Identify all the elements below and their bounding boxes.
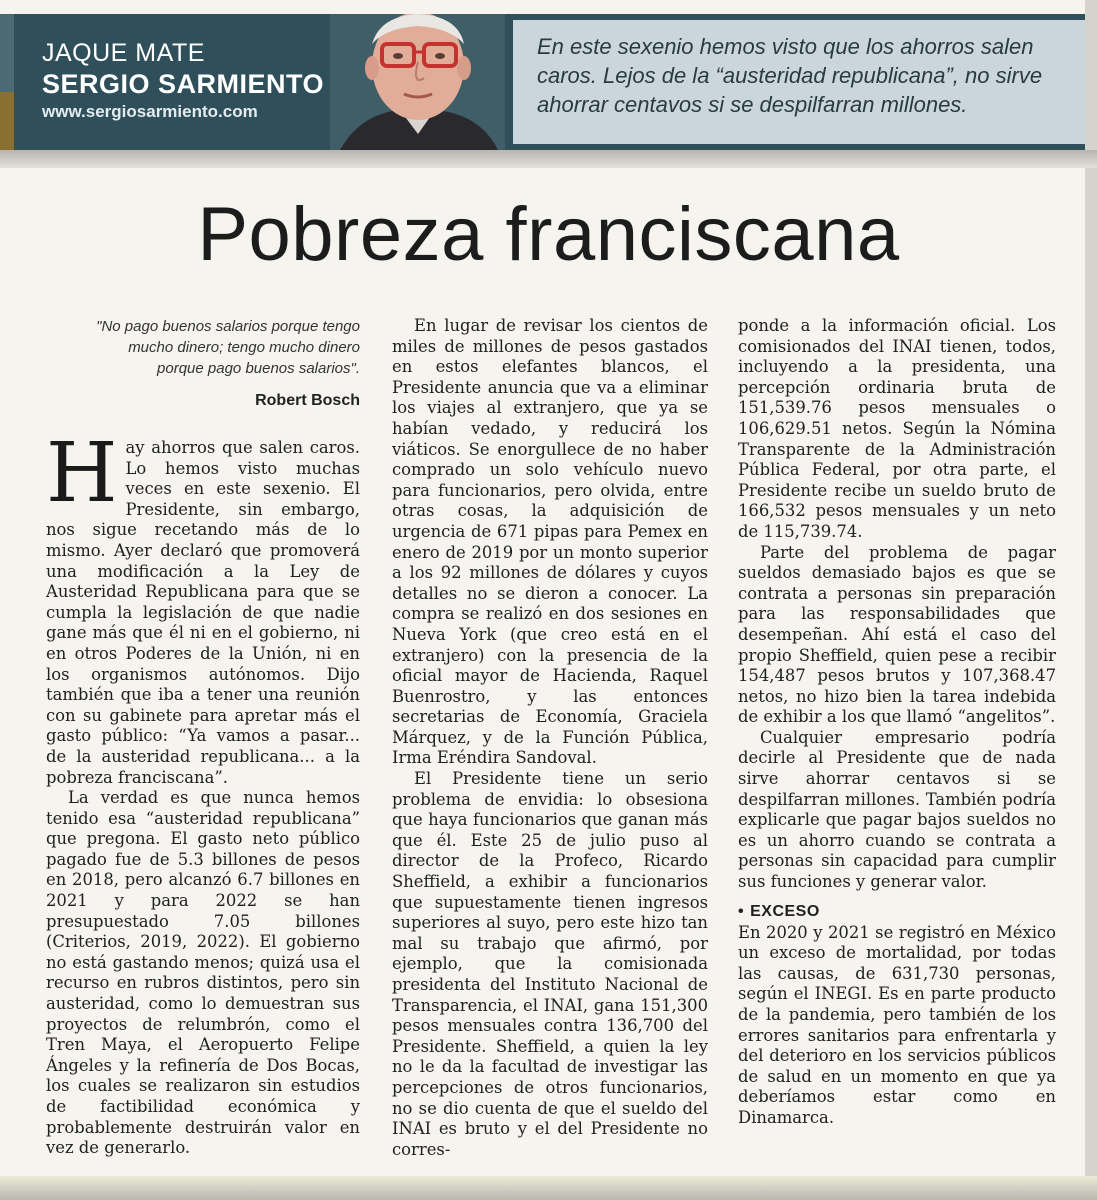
article-column-3 [738, 316, 1056, 1129]
column-header [0, 14, 1085, 150]
page-edge [1085, 0, 1097, 1200]
paragraph: ponde a la información oficial. Los comisionados del INAI tienen, todos, incluyendo a la presidenta, una percepción ordinaria bruta de 151,539.76 pesos mensuales o 106,629.51 netos. Según la Nómina Transparente de la Administración Pública Federal, por otra parte, el Presidente recibe un sueldo bruto de 166,532 pesos mensuales y un neto de 115,739.74. [738, 316, 1056, 541]
paragraph [46, 426, 360, 788]
paragraph: Cualquier empresario podría decirle al Presidente que de nada sirve ahorrar centavos si se despilfarran millones. También podría explicarle que pagar bajos sueldos no es un ahorro cuando se contrata a personas sin capacidad para cumplir sus funciones y generar valor. [738, 727, 1056, 892]
page-bottom-edge [0, 1176, 1097, 1200]
article-column-2 [392, 316, 708, 1160]
section-name: JAQUE MATE [42, 39, 205, 67]
paragraph: La verdad es que nunca hemos tenido esa “austeridad republicana” que pregona. El gasto neto público pagado fue de 5.3 billones de pesos en 2018, pero alcanzó 6.7 billones en 2021 y para 2022 se han presupuestado 7.05 billones (Criterios, 2019, 2022). El gobierno no está gastando menos; quizá usa el recurso en rubros distintos, pero sin austeridad, como lo demuestran sus proyectos de relumbrón, como el Tren Maya, el Aeropuerto Felipe Ángeles y la refinería de Dos Bocas, los cuales se realizaron sin estudios de factibilidad económica y probablemente destruirán valor en vez de generarlo. [46, 788, 360, 1158]
author-url: www.sergiosarmiento.com [42, 102, 258, 121]
article-column-1 [46, 426, 360, 1159]
header-accent-strip [0, 14, 14, 150]
epigraph-author: Robert Bosch [255, 392, 360, 409]
headline: Pobreza franciscana [197, 192, 900, 277]
bullet-icon: • [738, 902, 745, 920]
subhead [738, 901, 1056, 923]
paragraph-text: ay ahorros que salen caros. Lo hemos visto muchas veces en este sexenio. El Presidente, sin embargo, nos sigue recetando más de lo mismo. Ayer declaró que promoverá una modificación a la Ley de Austeridad Republicana para que se cumpla la legislación de que nadie gane más que él ni en el gobierno, ni en otros Poderes de la Unión, ni en los organismos autónomos. Dijo también que iba a tener una reunión con su gabinete para apretar más el gasto público: “Ya vamos a pasar... de la austeridad republicana... a la pobreza franciscana”. [46, 438, 360, 787]
header-quote: En este sexenio hemos visto que los ahorros salen caros. Lejos de la “austeridad republicana”, no sirve ahorrar centavos si se despilfarran millones. [537, 34, 1043, 117]
paragraph: El Presidente tiene un serio problema de envidia: lo obsesiona que haya funcionarios que ganan más que él. Este 25 de julio puso al director de la Profeco, Ricardo Sheffield, a exhibir a funcionarios que supuestamente tienen ingresos superiores al suyo, pero este hizo tan mal su trabajo que afirmó, por ejemplo, que la comisionada presidenta del Instituto Nacional de Transparencia, el INAI, gana 151,300 pesos mensuales contra 136,700 del Presidente. Sheffield, a quien la ley no le da la facultad de investigar las percepciones de otros funcionarios, no se dio cuenta de que el sueldo del INAI es bruto y el del Presidente no corres- [392, 769, 708, 1159]
author-name: SERGIO SARMIENTO [42, 69, 325, 99]
paragraph: En 2020 y 2021 se registró en México un exceso de mortalidad, por todas las causas, de 631,730 personas, según el INEGI. Es en parte producto de la pandemia, pero también de los errores sanitarios para enfrentarla y del deterioro en los servicios públicos de salud en un momento en que ya deberíamos estar como en Dinamarca. [738, 922, 1056, 1127]
paragraph: Parte del problema de pagar sueldos demasiado bajos es que se contrata a personas sin preparación para las responsabilidades que desempeñan. Ahí está el caso del propio Sheffield, quien pese a recibir 154,487 pesos brutos y 107,368.47 netos, no hizo bien la tarea indebida de exhibir a los que llamó “angelitos”. [738, 542, 1056, 727]
subhead-text: EXCESO [750, 902, 820, 920]
epigraph-quote: "No pago buenos salarios porque tengo mucho dinero; tengo mucho dinero porque pago buenos salarios". [96, 318, 360, 377]
author-portrait [330, 14, 505, 150]
header-quote-box [513, 20, 1085, 144]
drop-cap: H [46, 426, 118, 521]
column-info [42, 38, 324, 124]
header-shadow [0, 150, 1097, 168]
portrait-icon [330, 14, 505, 150]
paragraph: En lugar de revisar los cientos de miles de millones de pesos gastados en estos elefantes blancos, el Presidente anuncia que va a eliminar los viajes al extranjero, que ya se habían vedado, y reducirá los viáticos. Se enorgullece de no haber comprado un solo vehículo nuevo para funcionarios, pero olvida, entre otras cosas, la adquisición de urgencia de 671 pipas para Pemex en enero de 2019 por un monto superior a los 92 millones de dólares y cuyos detalles no se dieron a conocer. La compra se realizó en dos sesiones en Nueva York (que creo está en el extranjero) con la presencia de la oficial mayor de Hacienda, Raquel Buenrostro, y las entonces secretarias de Economía, Graciela Márquez, y de la Función Pública, Irma Eréndira Sandoval. [392, 316, 708, 768]
